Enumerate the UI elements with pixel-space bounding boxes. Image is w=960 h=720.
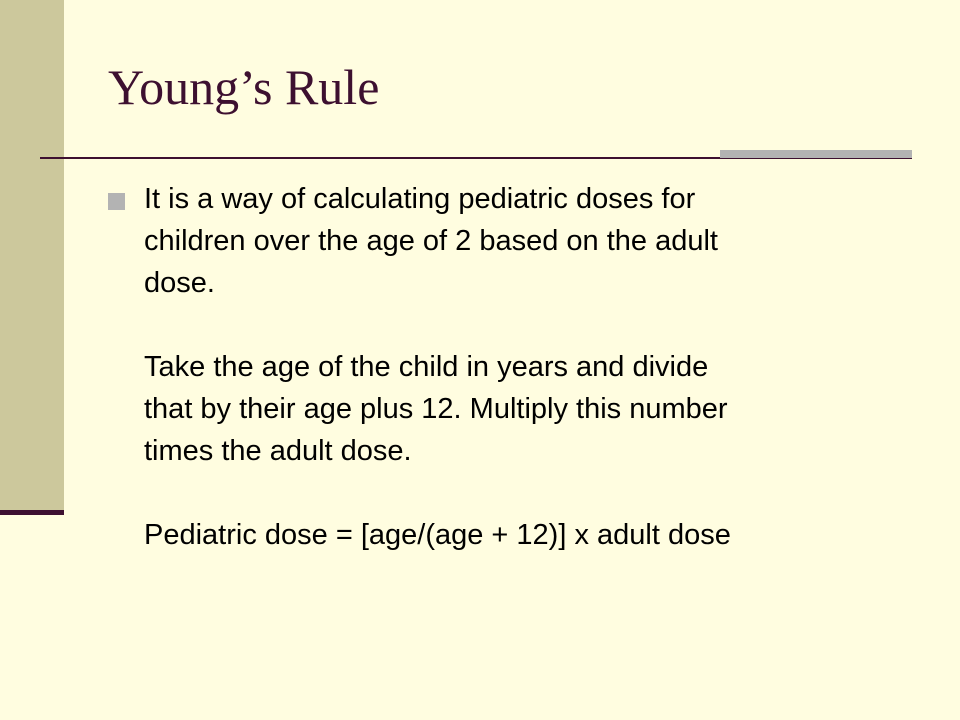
bullet-line-3: dose. xyxy=(144,267,215,299)
blank-line xyxy=(144,472,928,514)
bullet-line-7: times the adult dose. xyxy=(144,435,412,467)
slide-content xyxy=(108,178,928,556)
bullet-line-2: children over the age of 2 based on the adult xyxy=(144,225,718,257)
title-divider-accent xyxy=(720,150,912,158)
bullet-line-6: that by their age plus 12. Multiply this number xyxy=(144,393,728,425)
left-decorative-bar xyxy=(0,0,64,510)
formula-line: Pediatric dose = [age/(age + 12)] x adult dose xyxy=(144,519,731,551)
blank-line xyxy=(144,304,928,346)
bullet-line-1: It is a way of calculating pediatric doses for xyxy=(144,183,696,215)
bullet-line-5: Take the age of the child in years and divide xyxy=(144,351,709,383)
left-bar-accent xyxy=(0,510,64,515)
square-bullet-icon xyxy=(108,193,125,210)
slide-title: Young’s Rule xyxy=(108,59,380,115)
bullet-paragraph xyxy=(144,178,928,556)
